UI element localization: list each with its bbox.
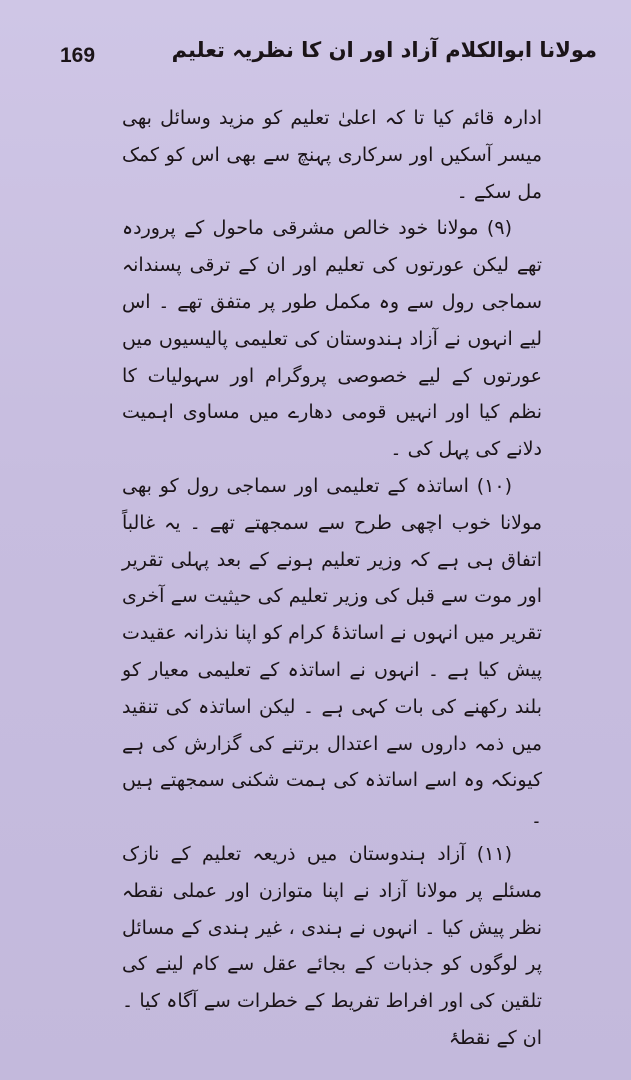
running-title: مولانا ابوالکلام آزاد اور ان کا نظریہ تعلیم: [171, 38, 597, 62]
paragraph-point-10: (۱۰) اساتذہ کے تعلیمی اور سماجی رول کو بھی مولانا خوب اچھی طرح سے سمجھتے تھے ۔ یہ غالباً اتفاق ہی ہے کہ وزیر تعلیم ہونے کے بعد پہلی تقریر اور موت سے قبل کی وزیر تعلیم کی حیثیت سے آخری تقریر میں انہوں نے اساتذۂ کرام کو اپنا نذرانہ عقیدت پیش کیا ہے ۔ انہوں نے اساتذہ کے تعلیمی معیار کو بلند رکھنے کی بات کہی ہے ۔ لیکن اساتذہ کی تنقید میں ذمہ داروں سے اعتدال برتنے کی گزارش کی ہے کیونکہ وہ اسے اساتذہ کی ہمت شکنی سمجھتے ہیں ۔: [122, 474, 542, 829]
running-header: [60, 38, 597, 78]
page-number: 169: [60, 44, 96, 67]
paragraph-continued: ادارہ قائم کیا تا کہ اعلیٰ تعلیم کو مزید وسائل بھی میسر آسکیں اور سرکاری پہنچ سے بھی اس کو کمک مل سکے ۔: [122, 107, 542, 203]
paragraph-point-11: (۱۱) آزاد ہندوستان میں ذریعہ تعلیم کے نازک مسئلے پر مولانا آزاد نے اپنا متوازن اور عملی نقطہ نظر پیش کیا ۔ انہوں نے ہندی ، غیر ہندی کے مسائل پر لوگوں کو جذبات کے بجائے عقل سے کام لینے کی تلقین کی اور افراط تفریط کے خطرات سے آگاہ کیا ۔ ان کے نقطۂ: [122, 842, 542, 1049]
paragraph-point-9: (۹) مولانا خود خالص مشرقی ماحول کے پروردہ تھے لیکن عورتوں کی تعلیم اور ان کے ترقی پسندانہ سماجی رول سے وہ مکمل طور پر متفق تھے ۔ اس لیے انہوں نے آزاد ہندوستان کی تعلیمی پالیسیوں میں عورتوں کے لیے خصوصی پروگرام اور سہولیات کا نظم کیا اور انہیں قومی دھارے میں مساوی اہمیت دلانے کی پہل کی ۔: [122, 217, 542, 461]
body-text: [122, 100, 542, 1057]
